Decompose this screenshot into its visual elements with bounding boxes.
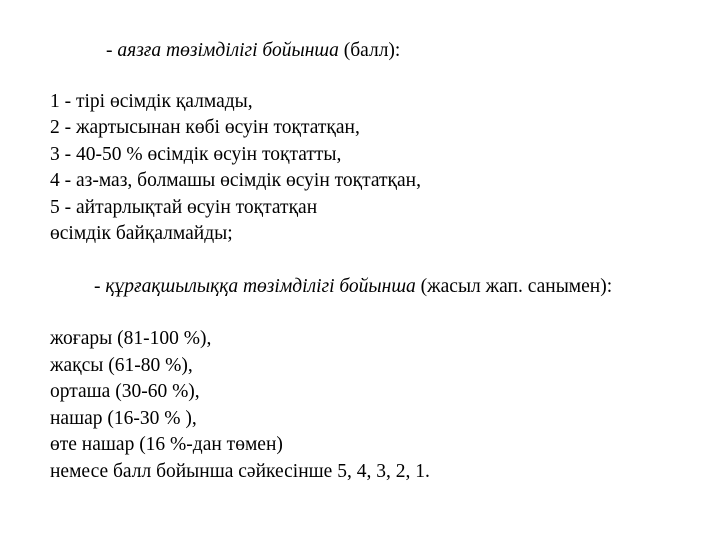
section2-item: немесе балл бойынша сәйкесінше 5, 4, 3, 2, 1.	[50, 461, 430, 482]
section1-heading-italic: аязға төзімділігі бойынша	[117, 40, 339, 61]
section1-item: 2 - жартысынан көбі өсуін тоқтатқан,	[50, 117, 360, 138]
section1-heading-rest: (балл):	[338, 40, 401, 61]
section2-item: орташа (30-60 %),	[50, 381, 200, 402]
section2-heading-italic: құрғақшылыққа төзімділігі бойынша	[105, 276, 416, 297]
section1-heading	[106, 38, 400, 64]
section1-item: 5 - айтарлықтай өсуін тоқтатқан	[50, 197, 318, 218]
section2-item: жоғары (81-100 %),	[50, 328, 212, 349]
section2-item: нашар (16-30 % ),	[50, 408, 197, 429]
section2-heading-dash: -	[94, 276, 106, 297]
section1-heading-dash: -	[106, 40, 118, 61]
section1-item: 4 - аз-маз, болмашы өсімдік өсуін тоқтатқан,	[50, 170, 421, 191]
section2-item: өте нашар (16 %-дан төмен)	[50, 434, 283, 455]
section1-item: 1 - тірі өсімдік қалмады,	[50, 91, 253, 112]
section2-heading-rest: (жасыл жап. санымен):	[415, 276, 613, 297]
section1-item: 3 - 40-50 % өсімдік өсуін тоқтатты,	[50, 144, 342, 165]
section2-heading	[94, 274, 612, 300]
section2-item: жақсы (61-80 %),	[50, 355, 193, 376]
section1-item: өсімдік байқалмайды;	[50, 223, 233, 244]
